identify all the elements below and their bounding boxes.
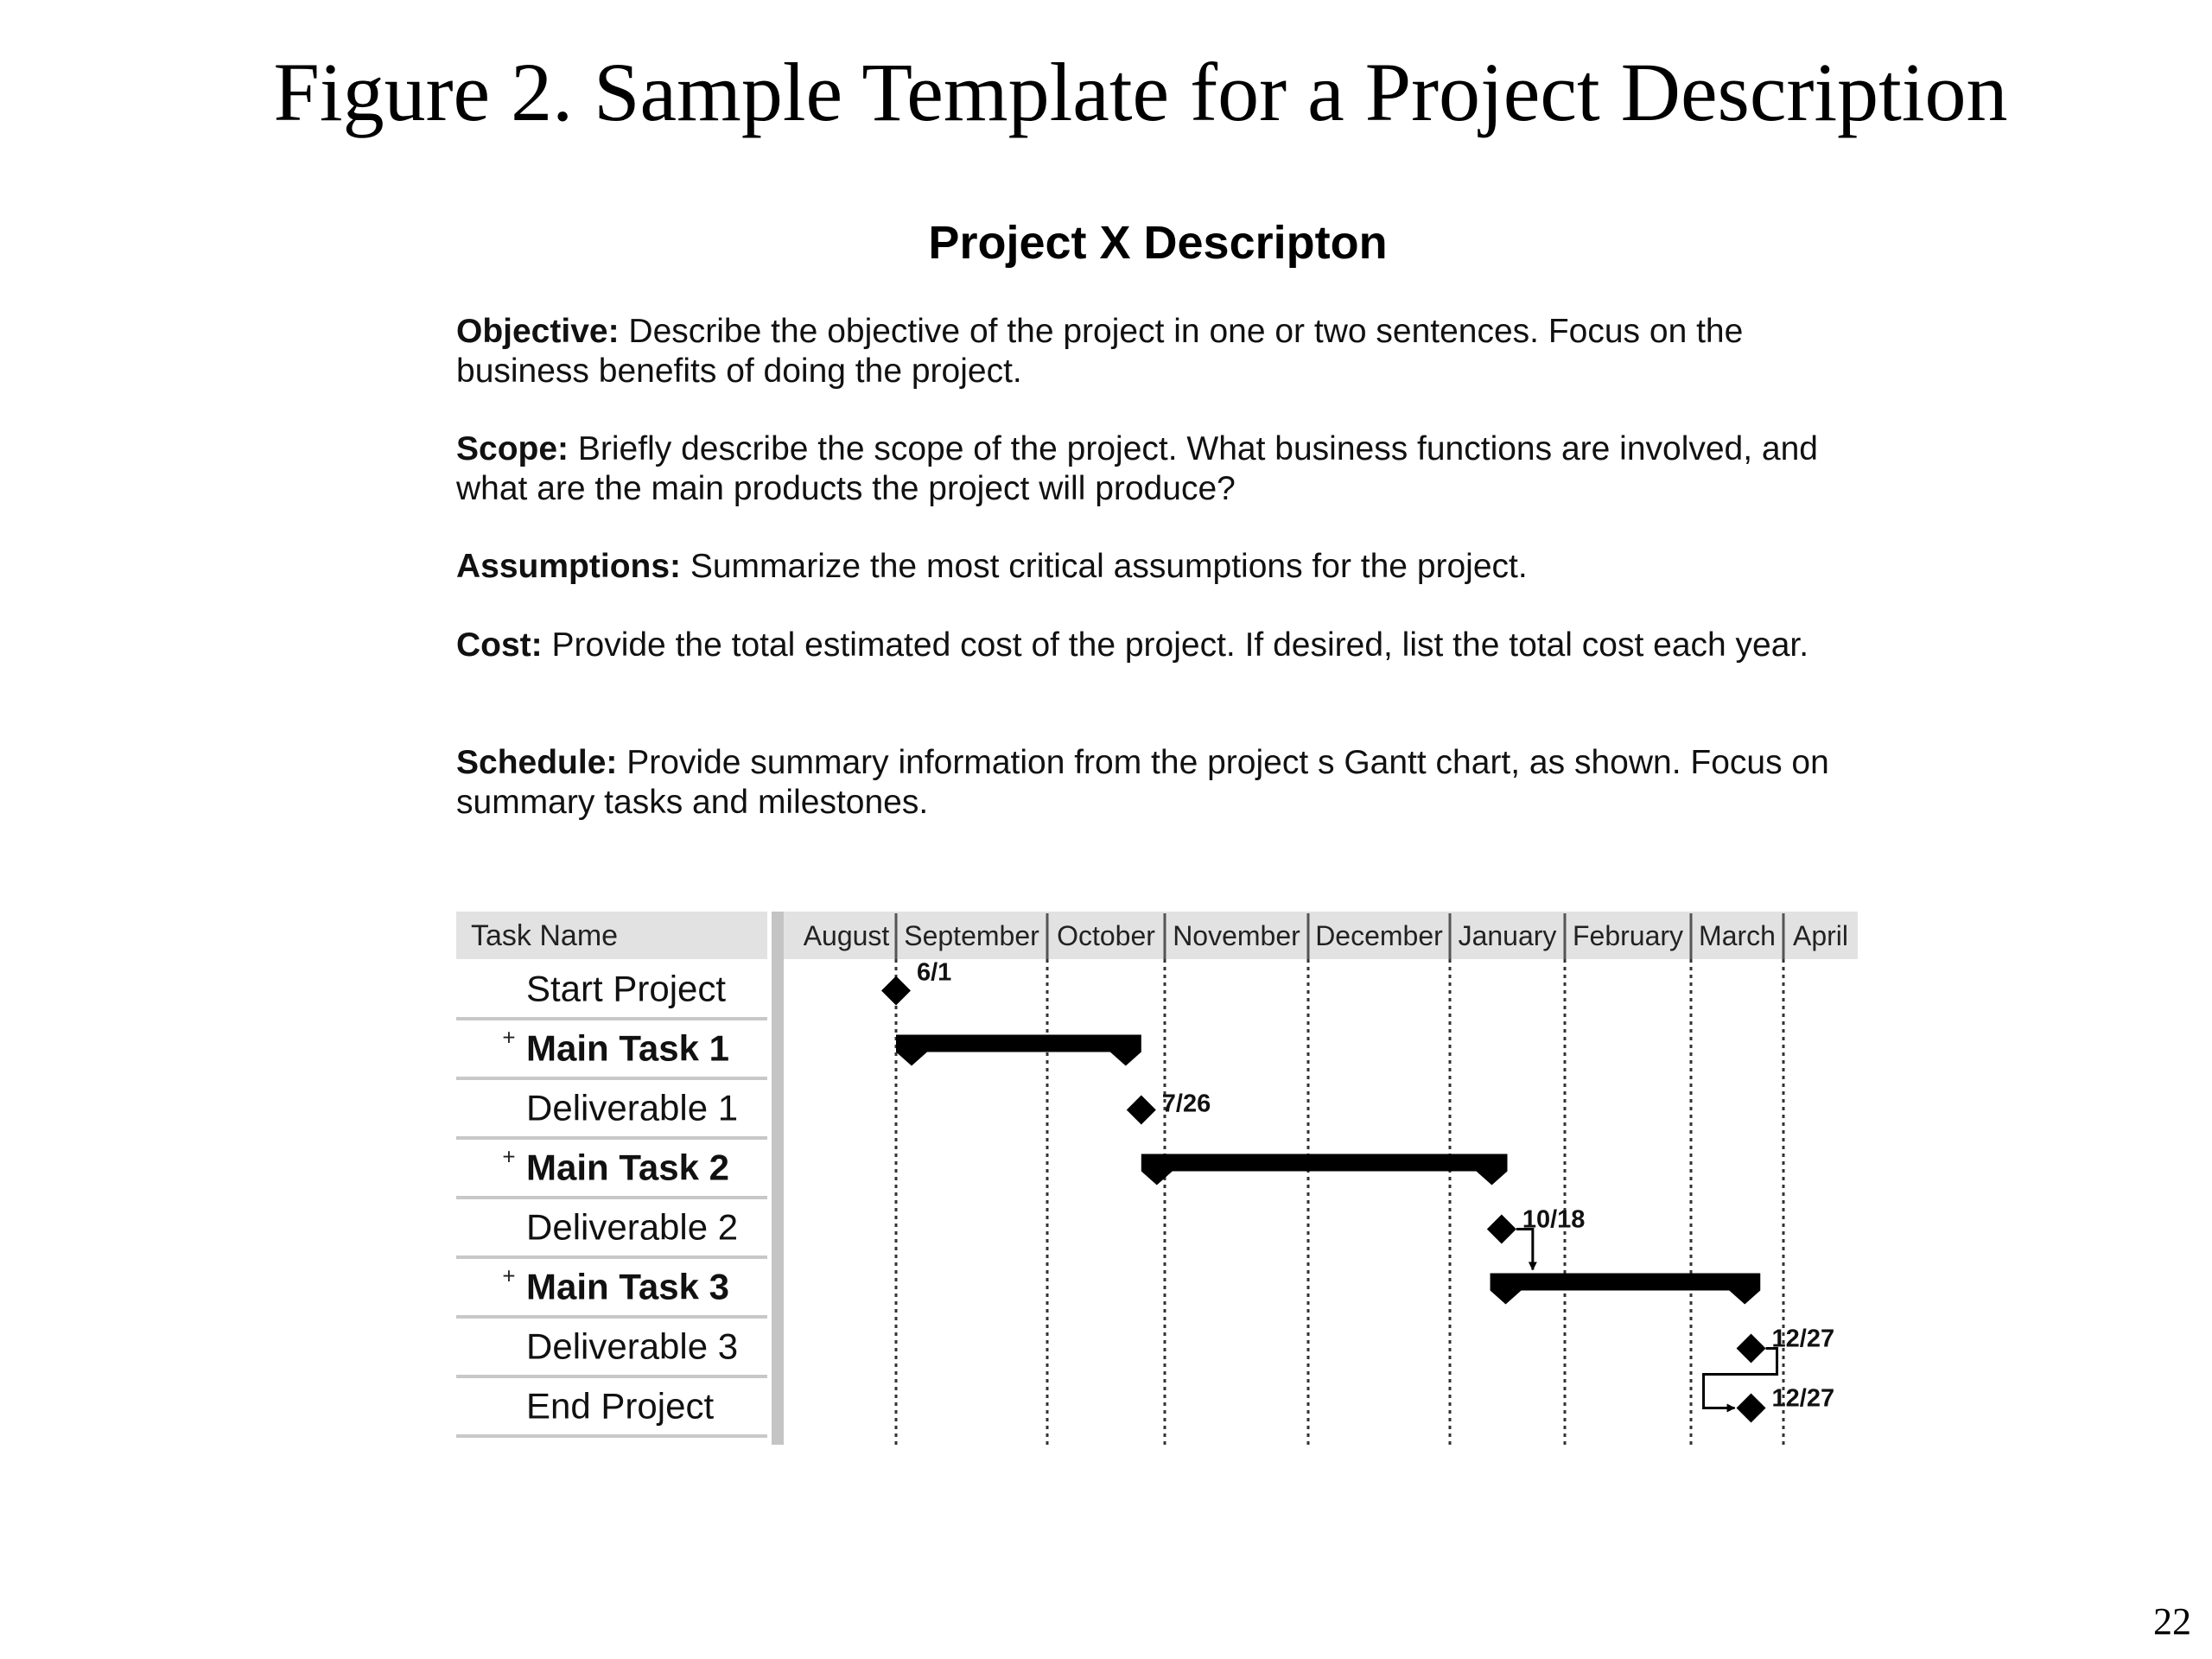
slide-title: Figure 2. Sample Template for a Project Description	[273, 46, 2008, 138]
task-name: Start Project	[526, 968, 727, 1009]
month-label: January	[1458, 920, 1557, 951]
expand-icon: +	[502, 1143, 516, 1170]
month-label: December	[1315, 920, 1443, 951]
expand-icon: +	[502, 1024, 516, 1051]
cost-label: Cost:	[456, 626, 543, 664]
summary-bar	[896, 1035, 1141, 1052]
scope-text: Briefly describe the scope of the project. What business functions are involved, and what are the main products the project will produce?	[456, 430, 1818, 507]
dependency-link	[1516, 1230, 1533, 1270]
month-label: February	[1572, 920, 1684, 951]
milestone-date-label: 10/18	[1522, 1205, 1586, 1234]
scope-label: Scope:	[456, 430, 569, 467]
summary-bar	[1491, 1274, 1761, 1291]
task-name: Main Task 1	[526, 1027, 729, 1069]
milestone-diamond	[1127, 1096, 1156, 1125]
task-name: Main Task 2	[526, 1147, 729, 1188]
summary-bar-start-cap	[1491, 1291, 1522, 1305]
milestone-date-label: 12/27	[1771, 1325, 1835, 1353]
task-name: Deliverable 1	[526, 1087, 739, 1128]
column-separator	[772, 912, 784, 1445]
milestone-diamond	[1737, 1334, 1766, 1363]
task-name: End Project	[526, 1385, 715, 1427]
milestone-diamond	[1487, 1215, 1516, 1244]
milestone-date-label: 7/26	[1161, 1090, 1211, 1118]
summary-bar-start-cap	[896, 1052, 927, 1066]
milestone-diamond	[881, 976, 911, 1006]
month-label: September	[904, 920, 1039, 951]
milestone-date-label: 6/1	[917, 958, 952, 987]
schedule-label: Schedule:	[456, 744, 618, 781]
expand-icon: +	[502, 1262, 516, 1289]
task-name: Deliverable 2	[526, 1206, 739, 1248]
task-name: Main Task 3	[526, 1266, 729, 1307]
assumptions-label: Assumptions:	[456, 548, 682, 585]
summary-bar-start-cap	[1141, 1172, 1173, 1185]
cost-text: Provide the total estimated cost of the project. If desired, list the total cost each year.	[551, 626, 1809, 664]
summary-bar-end-cap	[1477, 1172, 1508, 1185]
task-column-header: Task Name	[471, 919, 619, 952]
objective-label: Objective:	[456, 313, 620, 350]
month-label: March	[1699, 920, 1776, 951]
month-label: November	[1173, 920, 1300, 951]
summary-bar	[1141, 1154, 1508, 1172]
summary-bar-end-cap	[1110, 1052, 1141, 1066]
assumptions-text: Summarize the most critical assumptions for the project.	[690, 548, 1528, 585]
month-label: October	[1057, 920, 1155, 951]
milestone-date-label: 12/27	[1771, 1384, 1835, 1413]
month-label: August	[803, 920, 890, 951]
page-number: 22	[2153, 1600, 2191, 1643]
task-name: Deliverable 3	[526, 1325, 739, 1367]
objective-text: Describe the objective of the project in one or two sentences. Focus on the business benefits of doing the project.	[456, 313, 1744, 390]
milestone-diamond	[1737, 1394, 1766, 1423]
document-title: Project X Descripton	[928, 217, 1388, 269]
month-label: April	[1792, 920, 1849, 951]
dependency-link	[1704, 1349, 1777, 1408]
schedule-text: Provide summary information from the project s Gantt chart, as shown. Focus on summary tasks and milestones.	[456, 744, 1829, 821]
summary-bar-end-cap	[1729, 1291, 1760, 1305]
